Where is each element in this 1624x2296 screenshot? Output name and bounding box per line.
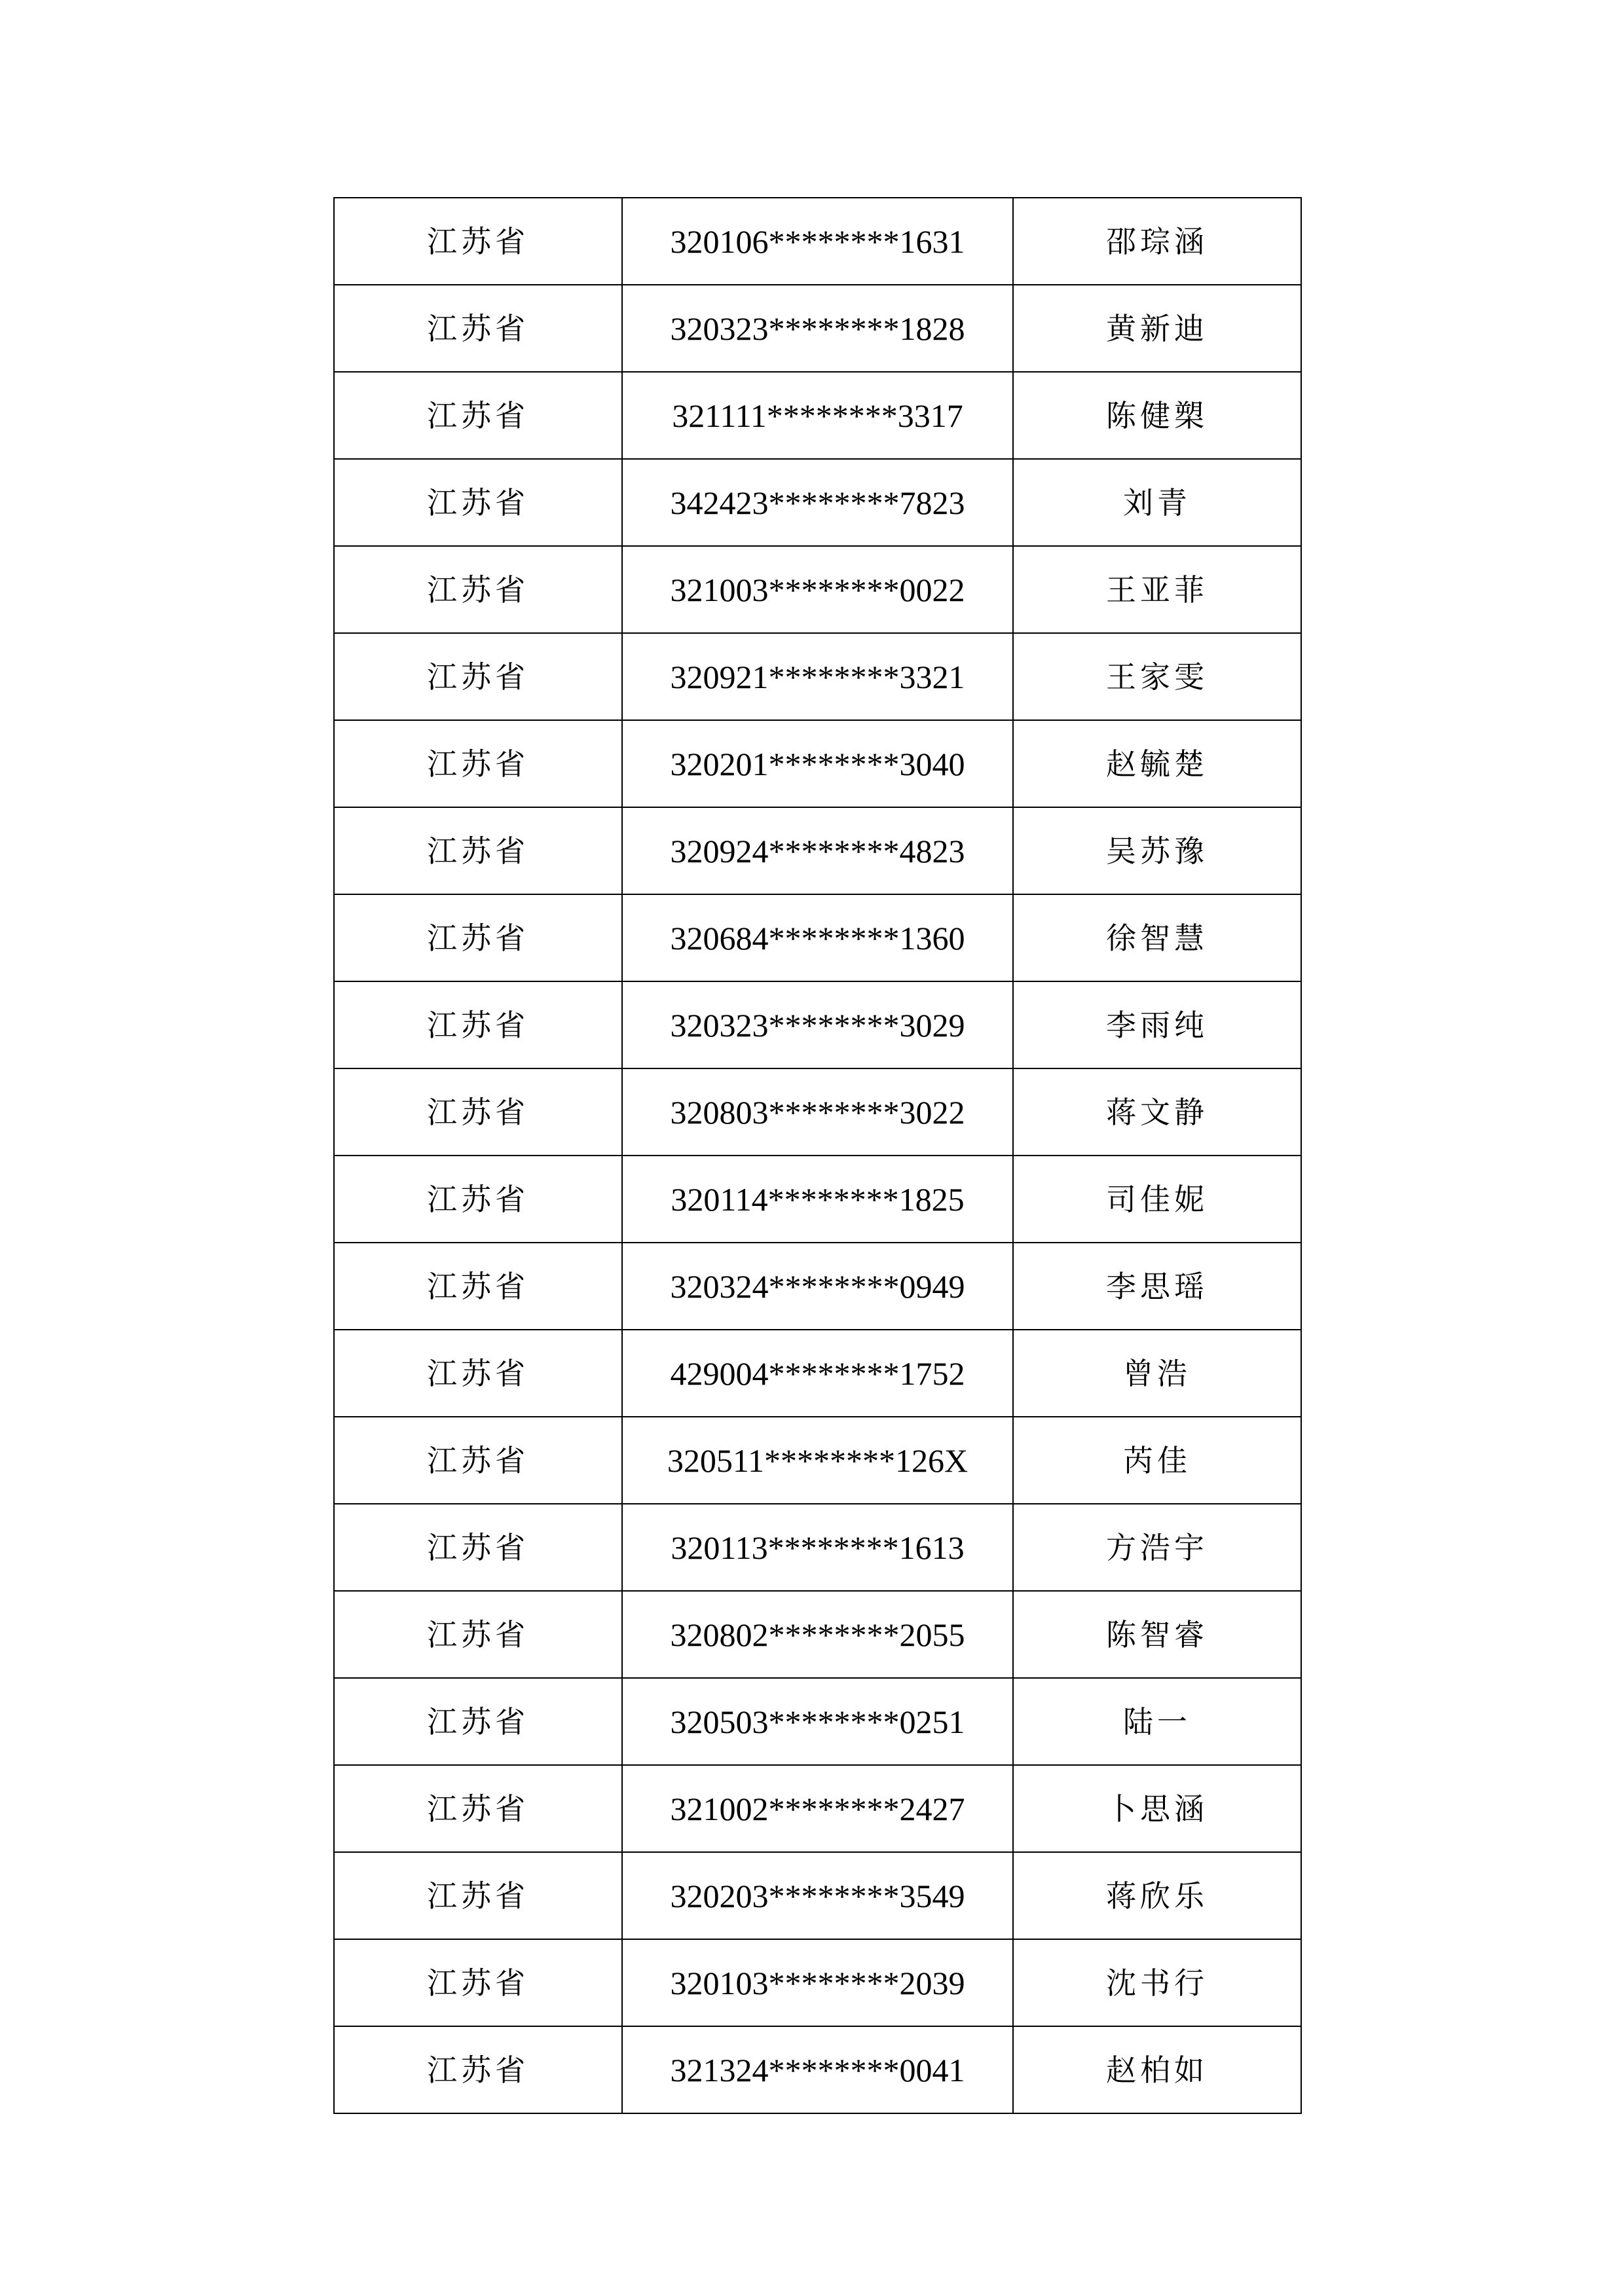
table-row	[334, 1068, 1301, 1156]
table-row	[334, 372, 1301, 459]
table-row	[334, 1417, 1301, 1504]
person-name-cell: 蒋欣乐	[1013, 1852, 1301, 1939]
person-name-cell: 曾浩	[1013, 1330, 1301, 1417]
table-row	[334, 633, 1301, 720]
province-cell: 江苏省	[334, 633, 622, 720]
table-row	[334, 1330, 1301, 1417]
table-row	[334, 1678, 1301, 1765]
id-number-cell: 320323********3029	[622, 981, 1013, 1068]
id-number-cell: 320684********1360	[622, 894, 1013, 981]
id-number-cell: 321002********2427	[622, 1765, 1013, 1852]
province-cell: 江苏省	[334, 1156, 622, 1243]
id-number-cell: 320921********3321	[622, 633, 1013, 720]
person-name-cell: 王亚菲	[1013, 546, 1301, 633]
id-number-cell: 321324********0041	[622, 2026, 1013, 2113]
province-cell: 江苏省	[334, 2026, 622, 2113]
person-name-cell: 徐智慧	[1013, 894, 1301, 981]
person-name-cell: 卜思涵	[1013, 1765, 1301, 1852]
id-number-cell: 320803********3022	[622, 1068, 1013, 1156]
table-row	[334, 1243, 1301, 1330]
id-number-cell: 320201********3040	[622, 720, 1013, 807]
table-row	[334, 1156, 1301, 1243]
province-cell: 江苏省	[334, 1939, 622, 2026]
person-name-cell: 司佳妮	[1013, 1156, 1301, 1243]
table-row	[334, 546, 1301, 633]
province-cell: 江苏省	[334, 1678, 622, 1765]
id-number-cell: 320106********1631	[622, 198, 1013, 285]
id-number-cell: 320114********1825	[622, 1156, 1013, 1243]
id-number-cell: 320802********2055	[622, 1591, 1013, 1678]
table-row	[334, 2026, 1301, 2113]
id-number-cell: 320511********126X	[622, 1417, 1013, 1504]
id-number-cell: 321111********3317	[622, 372, 1013, 459]
person-name-cell: 赵柏如	[1013, 2026, 1301, 2113]
table-row	[334, 807, 1301, 894]
person-name-cell: 芮佳	[1013, 1417, 1301, 1504]
roster-table-body	[334, 198, 1301, 2113]
province-cell: 江苏省	[334, 546, 622, 633]
province-cell: 江苏省	[334, 1243, 622, 1330]
id-number-cell: 320103********2039	[622, 1939, 1013, 2026]
province-cell: 江苏省	[334, 807, 622, 894]
id-number-cell: 321003********0022	[622, 546, 1013, 633]
province-cell: 江苏省	[334, 1591, 622, 1678]
person-name-cell: 黄新迪	[1013, 285, 1301, 372]
table-row	[334, 1939, 1301, 2026]
table-row	[334, 1852, 1301, 1939]
person-name-cell: 陈智睿	[1013, 1591, 1301, 1678]
province-cell: 江苏省	[334, 894, 622, 981]
province-cell: 江苏省	[334, 1330, 622, 1417]
province-cell: 江苏省	[334, 372, 622, 459]
id-number-cell: 320203********3549	[622, 1852, 1013, 1939]
province-cell: 江苏省	[334, 285, 622, 372]
id-number-cell: 320924********4823	[622, 807, 1013, 894]
person-name-cell: 刘青	[1013, 459, 1301, 546]
person-name-cell: 李思瑶	[1013, 1243, 1301, 1330]
person-name-cell: 沈书行	[1013, 1939, 1301, 2026]
id-number-cell: 320323********1828	[622, 285, 1013, 372]
province-cell: 江苏省	[334, 1417, 622, 1504]
table-row	[334, 198, 1301, 285]
person-name-cell: 邵琮涵	[1013, 198, 1301, 285]
province-cell: 江苏省	[334, 1504, 622, 1591]
province-cell: 江苏省	[334, 981, 622, 1068]
id-number-cell: 342423********7823	[622, 459, 1013, 546]
table-row	[334, 285, 1301, 372]
table-row	[334, 459, 1301, 546]
province-cell: 江苏省	[334, 720, 622, 807]
person-name-cell: 蒋文静	[1013, 1068, 1301, 1156]
person-name-cell: 陆一	[1013, 1678, 1301, 1765]
table-row	[334, 981, 1301, 1068]
roster-table	[333, 197, 1302, 2114]
id-number-cell: 320503********0251	[622, 1678, 1013, 1765]
province-cell: 江苏省	[334, 1765, 622, 1852]
province-cell: 江苏省	[334, 1852, 622, 1939]
province-cell: 江苏省	[334, 198, 622, 285]
province-cell: 江苏省	[334, 1068, 622, 1156]
person-name-cell: 李雨纯	[1013, 981, 1301, 1068]
person-name-cell: 陈健槊	[1013, 372, 1301, 459]
table-row	[334, 894, 1301, 981]
table-row	[334, 1504, 1301, 1591]
person-name-cell: 王家雯	[1013, 633, 1301, 720]
province-cell: 江苏省	[334, 459, 622, 546]
table-row	[334, 720, 1301, 807]
person-name-cell: 方浩宇	[1013, 1504, 1301, 1591]
table-row	[334, 1591, 1301, 1678]
id-number-cell: 320113********1613	[622, 1504, 1013, 1591]
id-number-cell: 320324********0949	[622, 1243, 1013, 1330]
id-number-cell: 429004********1752	[622, 1330, 1013, 1417]
table-row	[334, 1765, 1301, 1852]
person-name-cell: 吴苏豫	[1013, 807, 1301, 894]
person-name-cell: 赵毓楚	[1013, 720, 1301, 807]
